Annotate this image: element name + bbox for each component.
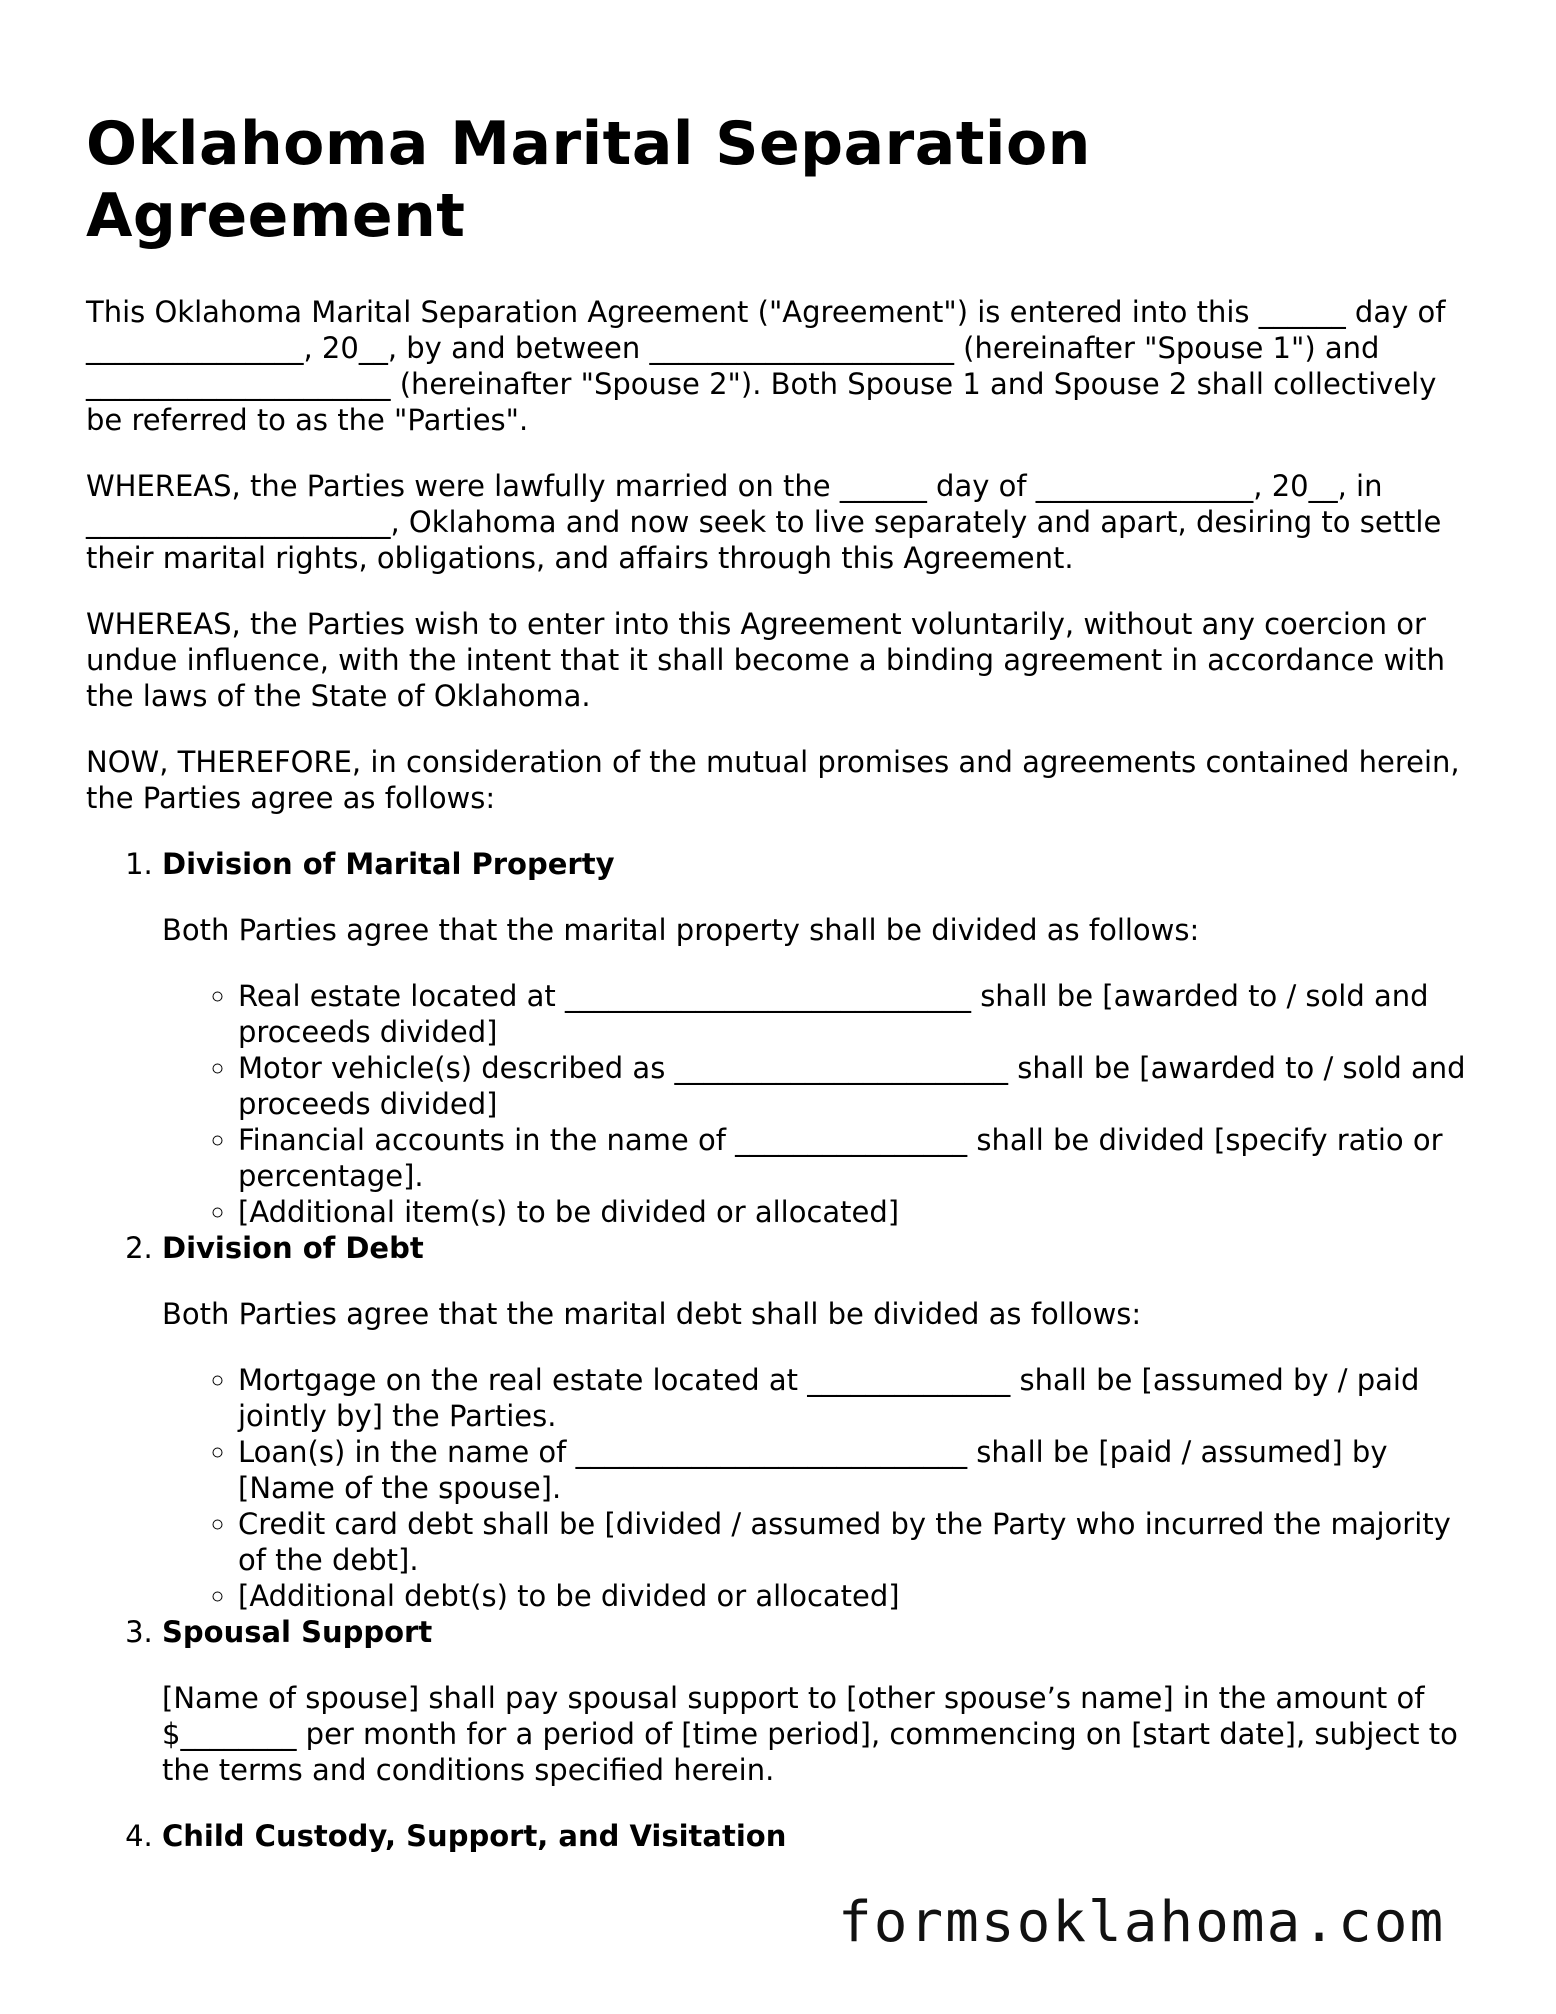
section-debt (162, 1230, 1466, 1614)
section-spousal-support (162, 1614, 1466, 1788)
intro-paragraph: This Oklahoma Marital Separation Agreement ("Agreement") is entered into this ______ day of _______________, 20__, by and between _____________________ (hereinafter "Spouse 1") and _____________________ (hereinafter "Spouse 2"). Both Spouse 1 and Spouse 2 shall collectively be referred to as the "Parties". (86, 295, 1446, 437)
property-items (162, 978, 1466, 1230)
section-title: 1. Division of Marital Property (162, 847, 615, 881)
section-text: [Name of spouse] shall pay spousal support to [other spouse’s name] in the amount of $________ per month for a period of [time period], commencing on [start date], subject to the terms and conditions specified herein. (162, 1681, 1458, 1787)
debt-items (162, 1362, 1466, 1614)
section-intro: Both Parties agree that the marital debt shall be divided as follows: (162, 1297, 1142, 1331)
document-page (86, 108, 1466, 1884)
whereas-married-paragraph: WHEREAS, the Parties were lawfully married on the ______ day of _______________, 20__, in _____________________, Oklahoma and now seek to live separately and apart, desiring to settle their marital rights, obligations, and affairs through this Agreement. (86, 469, 1442, 575)
list-item: ◦ Loan(s) in the name of ___________________________ shall be [paid / assumed] by [Name of the spouse]. (238, 1434, 1466, 1506)
sections-list (86, 846, 1466, 1854)
list-item: ◦ [Additional item(s) to be divided or allocated] (238, 1194, 1466, 1230)
section-intro: Both Parties agree that the marital property shall be divided as follows: (162, 913, 1200, 947)
whereas-voluntary-paragraph: WHEREAS, the Parties wish to enter into this Agreement voluntarily, without any coercion or undue influence, with the intent that it shall become a binding agreement in accordance with the laws of the State of Oklahoma. (86, 607, 1445, 713)
list-item: ◦ Motor vehicle(s) described as _______________________ shall be [awarded to / sold and proceeds divided] (238, 1050, 1466, 1122)
list-item: ◦ Real estate located at ____________________________ shall be [awarded to / sold and proceeds divided] (238, 978, 1466, 1050)
section-property (162, 846, 1466, 1230)
section-title: 3. Spousal Support (162, 1615, 433, 1649)
section-child-custody (162, 1818, 1466, 1854)
list-item: ◦ Mortgage on the real estate located at ______________ shall be [assumed by / paid jointly by] the Parties. (238, 1362, 1466, 1434)
list-item: ◦ Credit card debt shall be [divided / assumed by the Party who incurred the majority of the debt]. (238, 1506, 1466, 1578)
section-title: 4. Child Custody, Support, and Visitation (162, 1819, 787, 1853)
list-item: ◦ Financial accounts in the name of ________________ shall be divided [specify ratio or percentage]. (238, 1122, 1466, 1194)
watermark: formsoklahoma.com (838, 1890, 1446, 1955)
document-title: Oklahoma Marital Separation Agreement (86, 109, 1091, 251)
now-therefore-paragraph: NOW, THEREFORE, in consideration of the mutual promises and agreements contained herein, the Parties agree as follows: (86, 745, 1460, 815)
list-item: ◦ [Additional debt(s) to be divided or allocated] (238, 1578, 1466, 1614)
section-title: 2. Division of Debt (162, 1231, 424, 1265)
